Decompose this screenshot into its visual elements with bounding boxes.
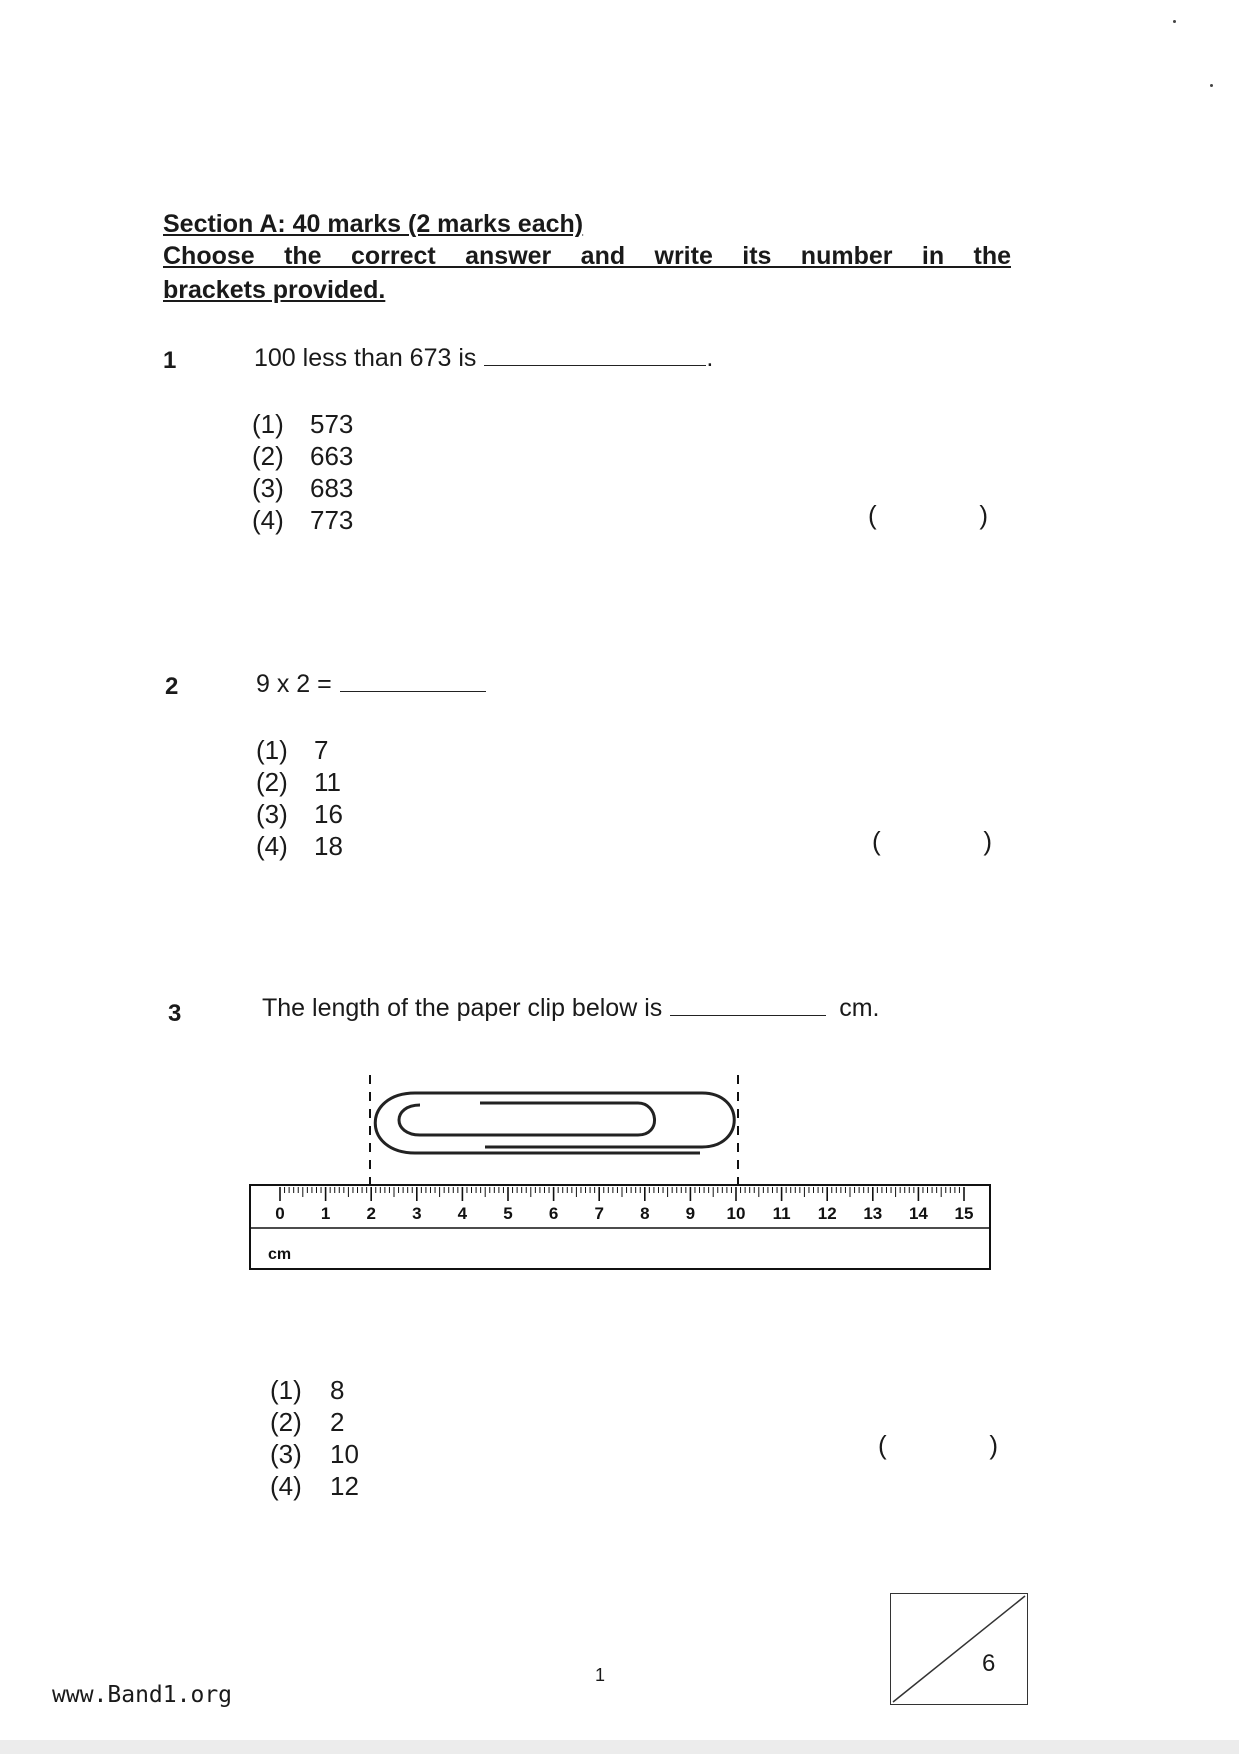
page-number: 1: [595, 1665, 606, 1685]
ruler-label: 4: [457, 1204, 468, 1223]
ruler-label: 8: [640, 1204, 650, 1223]
question-3-text: [262, 994, 879, 1023]
footer-url: www.Band1.org: [52, 1682, 233, 1708]
ruler-label: 14: [908, 1204, 928, 1223]
paper-clip-icon: [375, 1093, 734, 1153]
ruler-unit-label: cm: [268, 1246, 292, 1263]
question-1-text: 100 less than 673 is .: [254, 344, 714, 372]
question-1-options: [252, 408, 353, 536]
question-2-option-1: (1) 7: [256, 735, 329, 765]
ruler-label: 11: [772, 1204, 791, 1223]
question-1-option-1: (1) 573: [252, 409, 354, 439]
question-1-option-3: (3) 683: [252, 473, 354, 503]
question-3-prompt: The length of the paper clip below is: [262, 994, 663, 1022]
question-2-option-3: (3) 16: [256, 799, 343, 829]
question-2-option-4: (4) 18: [256, 831, 343, 861]
ruler-label: 15: [954, 1204, 974, 1223]
ruler-label: 12: [817, 1204, 837, 1223]
question-2-number: 2: [165, 673, 179, 700]
question-3-option-4: (4) 12: [270, 1471, 359, 1501]
question-2-options: [256, 734, 343, 862]
score-value: 6: [982, 1650, 996, 1677]
ruler-label: 0: [275, 1204, 285, 1223]
question-3-number: 3: [168, 1000, 182, 1027]
question-3-option-2: (2) 2: [270, 1407, 345, 1437]
question-3-answer-blank: [670, 1015, 826, 1016]
question-3-options: [270, 1374, 359, 1502]
ruler-label: 5: [503, 1204, 513, 1223]
ruler-label: 10: [726, 1204, 746, 1223]
paper-clip-ruler-figure: [240, 1065, 1000, 1285]
instruction-line-2: brackets provided.: [163, 276, 386, 304]
scan-speck: [1173, 20, 1176, 23]
question-3-option-3: (3) 10: [270, 1439, 359, 1469]
ruler-label: 1: [320, 1204, 331, 1223]
ruler-label: 2: [366, 1204, 376, 1223]
question-3-unit: cm.: [839, 994, 880, 1022]
scan-edge-band: [0, 1740, 1239, 1754]
question-2-text: [256, 670, 486, 699]
question-2-answer-blank: [340, 691, 486, 692]
section-title: Section A: 40 marks (2 marks each): [163, 210, 584, 238]
question-1-option-2: (2) 663: [252, 441, 354, 471]
question-2-prompt: 9 x 2 =: [256, 670, 332, 698]
question-1-number: 1: [163, 347, 177, 374]
question-3-option-1: (1) 8: [270, 1375, 345, 1405]
ruler-label: 9: [685, 1204, 696, 1223]
question-2-option-2: (2) 11: [256, 767, 341, 797]
scan-speck: [1210, 84, 1213, 87]
instruction-line-1: Choose the correct answer and write its number in the: [163, 242, 1011, 270]
score-box: [890, 1593, 1028, 1705]
ruler-label: 13: [863, 1204, 883, 1223]
ruler-label: 6: [548, 1204, 559, 1223]
ruler-body: [250, 1185, 990, 1269]
question-1-answer-blank: [484, 365, 706, 366]
ruler-label: 3: [412, 1204, 422, 1223]
question-1-option-4: (4) 773: [252, 505, 354, 535]
question-1-prompt: 100 less than 673 is: [254, 344, 477, 372]
score-box-diagonal: [893, 1596, 1025, 1702]
ruler-label: 7: [594, 1204, 604, 1223]
